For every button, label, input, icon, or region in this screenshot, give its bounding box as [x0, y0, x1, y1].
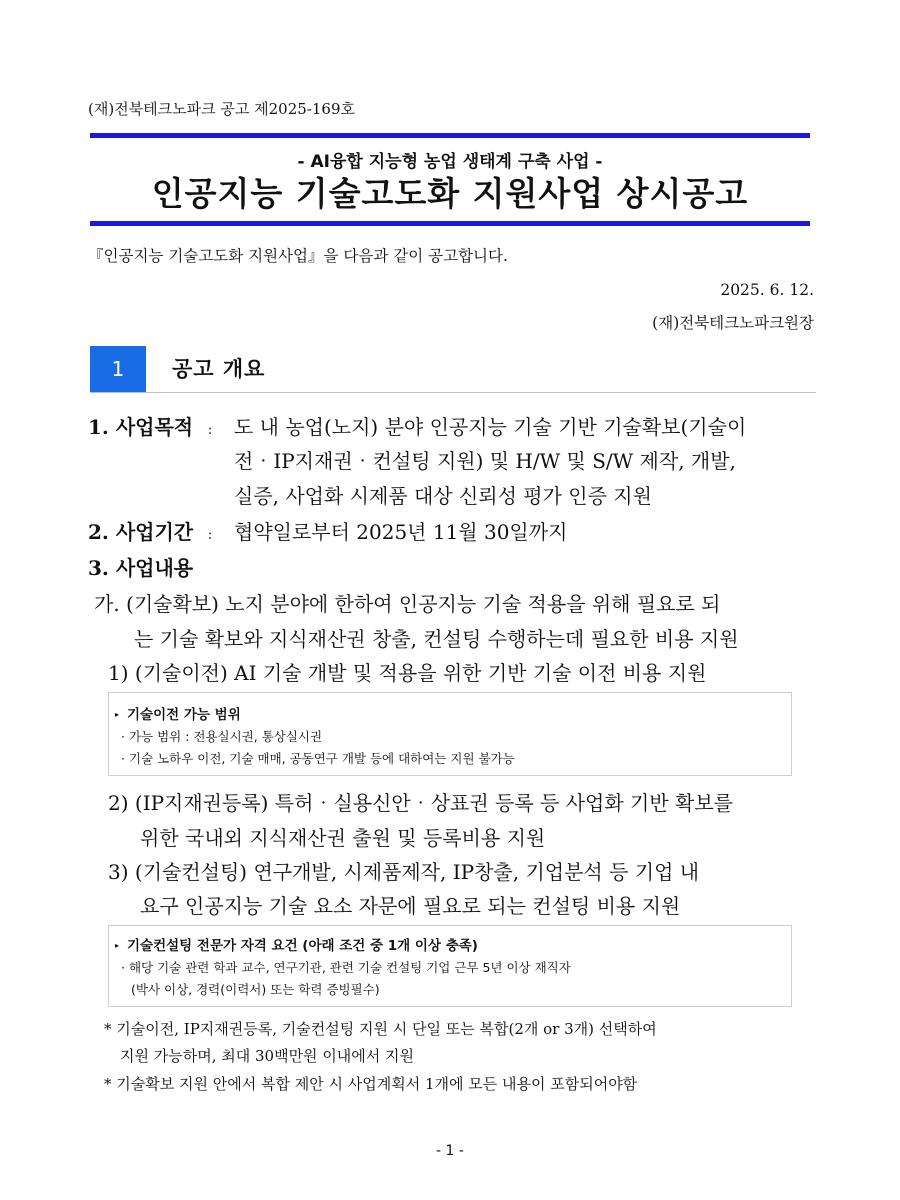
note-1: * 기술이전, IP지재권등록, 기술컨설팅 지원 시 단일 또는 복합(2개 or 3개) 선택하여: [104, 1020, 657, 1038]
tech-transfer-scope-box: [108, 692, 792, 776]
consulting-qualification-box: [108, 925, 792, 1007]
sub-item-1: 1) (기술이전) AI 기술 개발 및 적용을 위한 기반 기술 이전 비용 지원: [108, 661, 707, 685]
period-label: 2. 사업기간: [88, 520, 194, 544]
triangle-icon: ▸: [115, 710, 120, 719]
purpose-row: [88, 411, 221, 440]
sub-item-3-line-2: 요구 인공지능 기술 요소 자문에 필요로 되는 컨설팅 비용 지원: [140, 894, 681, 918]
box2-title: ▸ 기술컨설팅 전문가 자격 요건 (아래 조건 중 1개 이상 충족): [115, 938, 478, 954]
subtitle: - AI융합 지능형 농업 생태계 구축 사업 -: [297, 152, 603, 172]
section-number-badge: 1: [90, 346, 146, 392]
period-row: [88, 516, 221, 545]
note-1-cont: 지원 가능하며, 최대 30백만원 이내에서 지원: [120, 1047, 415, 1065]
period-colon: :: [207, 525, 213, 543]
section-divider: [90, 392, 816, 393]
purpose-line-1: 도 내 농업(노지) 분야 인공지능 기술 기반 기술확보(기술이: [234, 415, 747, 439]
box1-line-2: · 기술 노하우 이전, 기술 매매, 공동연구 개발 등에 대하여는 지원 불가능: [121, 751, 515, 766]
section-title: 공고 개요: [172, 357, 266, 381]
intro-text: 『인공지능 기술고도화 지원사업』을 다음과 같이 공고합니다.: [88, 247, 508, 265]
notice-date: 2025. 6. 12.: [720, 281, 814, 299]
triangle-icon: ▸: [115, 941, 120, 950]
sub-item-3-line-1: 3) (기술컨설팅) 연구개발, 시제품제작, IP창출, 기업분석 등 기업 내: [108, 860, 700, 884]
note-2: * 기술확보 지원 안에서 복합 제안 시 사업계획서 1개에 모든 내용이 포함되어야함: [104, 1075, 638, 1093]
bottom-rule: [90, 221, 810, 226]
period-text: 협약일로부터 2025년 11월 30일까지: [234, 520, 568, 544]
sub-item-2-line-2: 위한 국내외 지식재산권 출원 및 등록비용 지원: [140, 826, 546, 850]
purpose-label: 1. 사업목적: [88, 415, 194, 439]
sub-item-2-line-1: 2) (IP지재권등록) 특허‧실용신안‧상표권 등록 등 사업화 기반 확보를: [108, 791, 733, 815]
purpose-line-3: 실증, 사업화 시제품 대상 신뢰성 평가 인증 지원: [234, 484, 652, 508]
notice-number: (재)전북테크노파크 공고 제2025-169호: [88, 100, 355, 118]
box2-line-1: · 해당 기술 관련 학과 교수, 연구기관, 관련 기술 컨설팅 기업 근무 5년 이상 재직자: [121, 960, 571, 975]
box2-line-2: (박사 이상, 경력(이력서) 또는 학력 증빙필수): [131, 982, 380, 997]
box1-title: ▸ 기술이전 가능 범위: [115, 707, 241, 723]
purpose-colon: :: [207, 420, 213, 438]
box1-line-1: · 가능 범위 : 전용실시권, 통상실시권: [121, 729, 323, 744]
organization: (재)전북테크노파크원장: [652, 314, 814, 332]
page-title: 인공지능 기술고도화 지원사업 상시공고: [151, 174, 749, 213]
page-number: - 1 -: [436, 1143, 464, 1159]
content-label: 3. 사업내용: [88, 556, 194, 580]
content-ga-line-1: 가. (기술확보) 노지 분야에 한하여 인공지능 기술 적용을 위해 필요로 되: [94, 592, 721, 616]
top-rule: [90, 133, 810, 138]
content-ga-line-2: 는 기술 확보와 지식재산권 창출, 컨설팅 수행하는데 필요한 비용 지원: [134, 627, 739, 651]
purpose-line-2: 전‧IP지재권‧컨설팅 지원) 및 H/W 및 S/W 제작, 개발,: [234, 449, 736, 473]
